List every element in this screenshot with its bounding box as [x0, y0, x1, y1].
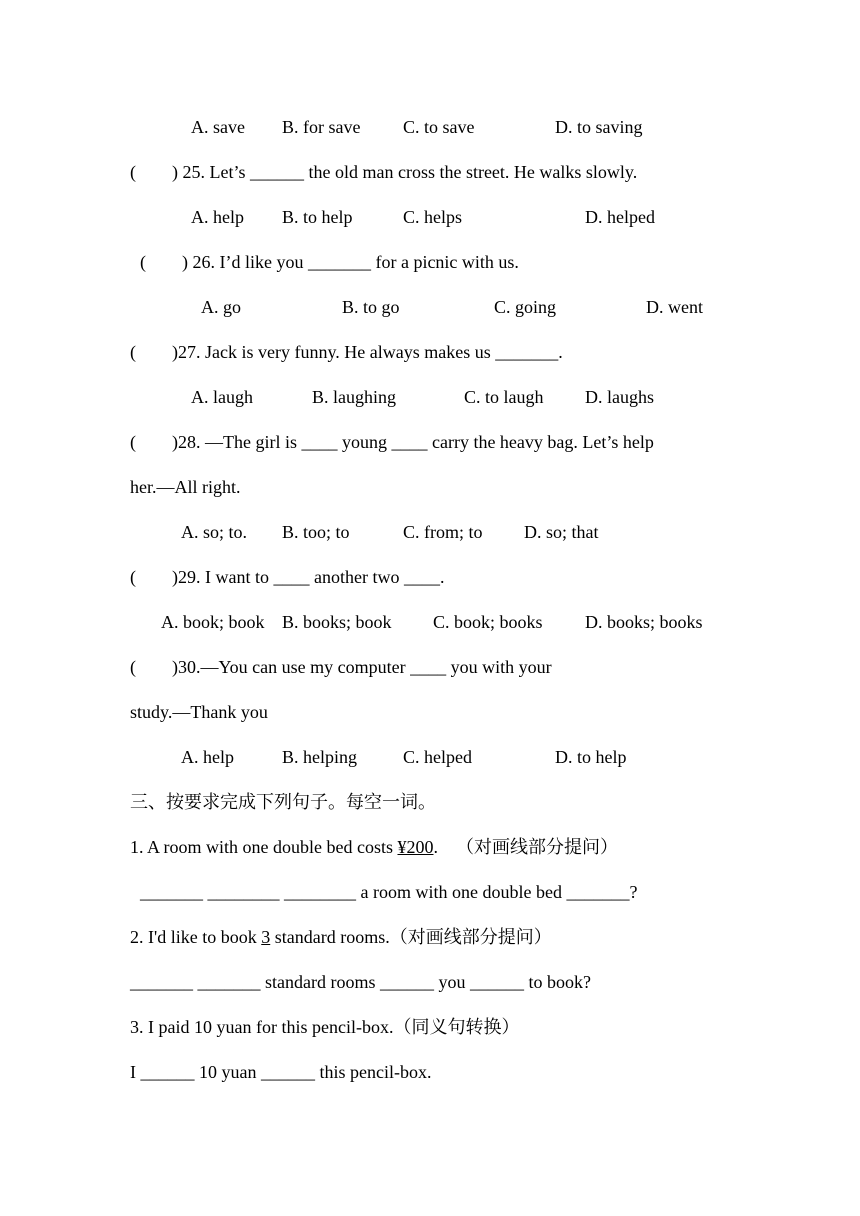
s1-underlined: ¥200	[397, 837, 434, 857]
s3-question: 3. I paid 10 yuan for this pencil-box.（同义句转换）	[130, 1017, 520, 1037]
q29-option-d: D. books; books	[585, 612, 703, 632]
s3-answer-line: I ______ 10 yuan ______ this pencil-box.	[130, 1062, 432, 1082]
q27-option-a: A. laugh	[191, 387, 253, 407]
s2-question	[130, 924, 552, 950]
q30-option-b: B. helping	[282, 747, 357, 767]
q30-option-c: C. helped	[403, 747, 472, 767]
s1-answer-line: _______ ________ ________ a room with one double bed _______?	[140, 882, 638, 902]
q25-option-b: B. to help	[282, 207, 353, 227]
q29-option-a: A. book; book	[161, 612, 265, 632]
q26-option-c: C. going	[494, 297, 557, 317]
q24-option-d: D. to saving	[555, 117, 643, 137]
q28-option-d: D. so; that	[524, 522, 599, 542]
q26-option-b: B. to go	[342, 297, 400, 317]
q24-option-a: A. save	[191, 117, 245, 137]
q30-options	[0, 744, 627, 770]
q29-stem: ( )29. I want to ____ another two ____.	[130, 567, 445, 587]
s2-answer-line: _______ _______ standard rooms ______ you ______ to book?	[130, 972, 591, 992]
q27-option-b: B. laughing	[312, 387, 396, 407]
q27-stem: ( )27. Jack is very funny. He always makes us _______.	[130, 342, 563, 362]
s1-prefix: 1. A room with one double bed costs	[130, 837, 398, 857]
q26-options	[0, 294, 703, 320]
q29-option-c: C. book; books	[433, 612, 543, 632]
s2-underlined: 3	[261, 927, 271, 947]
q24-option-b: B. for save	[282, 117, 361, 137]
q28-stem-line1: ( )28. —The girl is ____ young ____ carry the heavy bag. Let’s help	[130, 432, 654, 452]
q24-options	[0, 114, 643, 140]
q28-option-c: C. from; to	[403, 522, 483, 542]
s2-prefix: 2. I'd like to book	[130, 927, 262, 947]
q30-option-a: A. help	[181, 747, 234, 767]
q26-option-a: A. go	[201, 297, 241, 317]
q28-option-b: B. too; to	[282, 522, 350, 542]
q29-options	[0, 609, 703, 635]
q29-option-b: B. books; book	[282, 612, 392, 632]
q28-options	[0, 519, 599, 545]
q26-stem: ( ) 26. I’d like you _______ for a picnic with us.	[140, 252, 519, 272]
q25-stem: ( ) 25. Let’s ______ the old man cross the street. He walks slowly.	[130, 162, 638, 182]
s1-question	[130, 834, 618, 860]
q26-option-d: D. went	[646, 297, 703, 317]
q25-option-a: A. help	[191, 207, 244, 227]
q25-options	[0, 204, 655, 230]
q27-option-c: C. to laugh	[464, 387, 544, 407]
q28-option-a: A. so; to.	[181, 522, 248, 542]
q25-option-c: C. helps	[403, 207, 463, 227]
s1-suffix: . （对画线部分提问）	[433, 837, 618, 857]
q30-stem-line1: ( )30.—You can use my computer ____ you with your	[130, 657, 552, 677]
section3-heading: 三、按要求完成下列句子。每空一词。	[130, 792, 436, 812]
q27-options	[0, 384, 654, 410]
q24-option-c: C. to save	[403, 117, 475, 137]
q28-stem-line2: her.—All right.	[130, 477, 241, 497]
s2-suffix: standard rooms.（对画线部分提问）	[270, 927, 552, 947]
q25-option-d: D. helped	[585, 207, 655, 227]
q30-option-d: D. to help	[555, 747, 627, 767]
q30-stem-line2: study.—Thank you	[130, 702, 268, 722]
q27-option-d: D. laughs	[585, 387, 654, 407]
